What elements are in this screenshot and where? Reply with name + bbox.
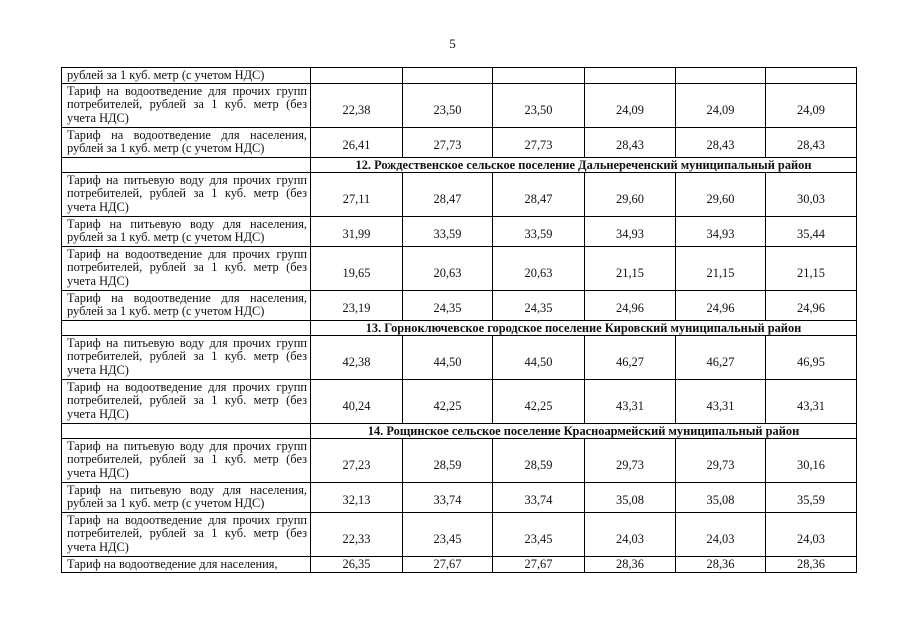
- tariff-value-cell: 28,47: [493, 172, 585, 216]
- tariff-value-cell: 30,16: [766, 438, 857, 482]
- tariff-row: [62, 83, 857, 127]
- tariff-value-cell: 44,50: [493, 335, 585, 379]
- tariff-value-cell: [493, 68, 585, 84]
- tariff-row: [62, 216, 857, 246]
- tariff-value-cell: 34,93: [585, 216, 676, 246]
- section-header-row: [62, 157, 857, 172]
- tariff-value-cell: 24,96: [585, 290, 676, 320]
- tariff-value-cell: 27,73: [493, 127, 585, 157]
- tariff-value-cell: 29,73: [676, 438, 766, 482]
- tariff-value-cell: 43,31: [766, 379, 857, 423]
- tariff-label: Тариф на водоотведение для прочих групп потребителей, рублей за 1 куб. метр (без учета НДС): [62, 83, 311, 127]
- tariff-label: Тариф на питьевую воду для прочих групп потребителей, рублей за 1 куб. метр (без учета НДС): [62, 172, 311, 216]
- tariff-value-cell: 43,31: [585, 379, 676, 423]
- tariff-value-cell: 46,27: [676, 335, 766, 379]
- tariff-value-cell: 26,41: [311, 127, 403, 157]
- tariff-value-cell: 33,59: [403, 216, 493, 246]
- tariff-value-cell: 32,13: [311, 482, 403, 512]
- tariff-value-cell: 27,11: [311, 172, 403, 216]
- tariff-value-cell: 24,03: [676, 512, 766, 556]
- tariff-label: Тариф на питьевую воду для населения, рублей за 1 куб. метр (с учетом НДС): [62, 216, 311, 246]
- tariff-value-cell: [676, 68, 766, 84]
- tariff-value-cell: 44,50: [403, 335, 493, 379]
- tariff-value-cell: 21,15: [676, 246, 766, 290]
- tariff-value-cell: 33,74: [493, 482, 585, 512]
- tariff-value-cell: 24,96: [766, 290, 857, 320]
- tariff-value-cell: 26,35: [311, 556, 403, 572]
- tariff-value-cell: 21,15: [766, 246, 857, 290]
- section-blank-cell: [62, 157, 311, 172]
- tariff-value-cell: 20,63: [403, 246, 493, 290]
- tariff-value-cell: 46,27: [585, 335, 676, 379]
- tariff-value-cell: 35,08: [676, 482, 766, 512]
- tariff-label: Тариф на питьевую воду для прочих групп потребителей, рублей за 1 куб. метр (без учета НДС): [62, 438, 311, 482]
- section-blank-cell: [62, 320, 311, 335]
- tariff-label: Тариф на водоотведение для прочих групп потребителей, рублей за 1 куб. метр (без учета НДС): [62, 379, 311, 423]
- tariff-value-cell: 27,73: [403, 127, 493, 157]
- tariff-value-cell: 23,50: [403, 83, 493, 127]
- tariff-value-cell: 23,45: [403, 512, 493, 556]
- tariff-value-cell: [311, 68, 403, 84]
- tariff-value-cell: 33,59: [493, 216, 585, 246]
- tariff-value-cell: [585, 68, 676, 84]
- tariff-table-body: [62, 68, 857, 573]
- tariff-row: [62, 438, 857, 482]
- tariff-label: Тариф на питьевую воду для прочих групп потребителей, рублей за 1 куб. метр (без учета НДС): [62, 335, 311, 379]
- page-number: 5: [449, 36, 456, 51]
- tariff-value-cell: 28,43: [585, 127, 676, 157]
- tariff-value-cell: 31,99: [311, 216, 403, 246]
- tariff-row: [62, 172, 857, 216]
- tariff-value-cell: 28,47: [403, 172, 493, 216]
- tariff-value-cell: 29,73: [585, 438, 676, 482]
- tariff-row: [62, 68, 857, 84]
- tariff-value-cell: 28,59: [493, 438, 585, 482]
- tariff-label: Тариф на водоотведение для населения, рублей за 1 куб. метр (с учетом НДС): [62, 290, 311, 320]
- tariff-value-cell: 20,63: [493, 246, 585, 290]
- section-header-row: [62, 320, 857, 335]
- tariff-value-cell: 23,50: [493, 83, 585, 127]
- tariff-value-cell: 24,35: [403, 290, 493, 320]
- tariff-value-cell: 19,65: [311, 246, 403, 290]
- section-header-row: [62, 423, 857, 438]
- tariff-value-cell: 29,60: [676, 172, 766, 216]
- tariff-value-cell: 43,31: [676, 379, 766, 423]
- tariff-row: [62, 556, 857, 572]
- tariff-value-cell: 22,33: [311, 512, 403, 556]
- tariff-value-cell: 24,03: [766, 512, 857, 556]
- tariff-value-cell: 24,96: [676, 290, 766, 320]
- tariff-value-cell: 27,67: [403, 556, 493, 572]
- tariff-value-cell: 24,35: [493, 290, 585, 320]
- tariff-value-cell: 28,43: [766, 127, 857, 157]
- tariff-value-cell: [403, 68, 493, 84]
- tariff-table: [61, 67, 857, 573]
- tariff-value-cell: 28,36: [585, 556, 676, 572]
- tariff-value-cell: 21,15: [585, 246, 676, 290]
- tariff-value-cell: 28,59: [403, 438, 493, 482]
- tariff-row: [62, 127, 857, 157]
- tariff-value-cell: [766, 68, 857, 84]
- tariff-value-cell: 24,09: [676, 83, 766, 127]
- section-title: 12. Рождественское сельское поселение Дальнереченский муниципальный район: [311, 157, 857, 172]
- tariff-value-cell: 28,43: [676, 127, 766, 157]
- tariff-value-cell: 24,09: [766, 83, 857, 127]
- section-blank-cell: [62, 423, 311, 438]
- tariff-value-cell: 35,59: [766, 482, 857, 512]
- tariff-value-cell: 42,38: [311, 335, 403, 379]
- tariff-row: [62, 482, 857, 512]
- tariff-value-cell: 42,25: [493, 379, 585, 423]
- tariff-value-cell: 23,19: [311, 290, 403, 320]
- tariff-value-cell: 30,03: [766, 172, 857, 216]
- tariff-label: Тариф на водоотведение для населения, рублей за 1 куб. метр (с учетом НДС): [62, 127, 311, 157]
- tariff-row: [62, 512, 857, 556]
- tariff-value-cell: 42,25: [403, 379, 493, 423]
- tariff-value-cell: 35,08: [585, 482, 676, 512]
- tariff-row: [62, 379, 857, 423]
- tariff-value-cell: 24,09: [585, 83, 676, 127]
- section-title: 13. Горноключевское городское поселение Кировский муниципальный район: [311, 320, 857, 335]
- tariff-value-cell: 28,36: [676, 556, 766, 572]
- tariff-value-cell: 46,95: [766, 335, 857, 379]
- section-title: 14. Рощинское сельское поселение Красноармейский муниципальный район: [311, 423, 857, 438]
- tariff-row: [62, 246, 857, 290]
- tariff-value-cell: 23,45: [493, 512, 585, 556]
- tariff-value-cell: 27,67: [493, 556, 585, 572]
- tariff-value-cell: 22,38: [311, 83, 403, 127]
- tariff-value-cell: 35,44: [766, 216, 857, 246]
- tariff-value-cell: 28,36: [766, 556, 857, 572]
- tariff-value-cell: 27,23: [311, 438, 403, 482]
- tariff-row: [62, 335, 857, 379]
- tariff-label: Тариф на водоотведение для прочих групп потребителей, рублей за 1 куб. метр (без учета НДС): [62, 512, 311, 556]
- tariff-label: рублей за 1 куб. метр (с учетом НДС): [62, 68, 311, 84]
- tariff-label: Тариф на питьевую воду для населения, рублей за 1 куб. метр (с учетом НДС): [62, 482, 311, 512]
- tariff-label: Тариф на водоотведение для населения,: [62, 556, 311, 572]
- tariff-value-cell: 29,60: [585, 172, 676, 216]
- tariff-row: [62, 290, 857, 320]
- tariff-value-cell: 24,03: [585, 512, 676, 556]
- tariff-label: Тариф на водоотведение для прочих групп потребителей, рублей за 1 куб. метр (без учета НДС): [62, 246, 311, 290]
- tariff-value-cell: 33,74: [403, 482, 493, 512]
- tariff-value-cell: 34,93: [676, 216, 766, 246]
- tariff-value-cell: 40,24: [311, 379, 403, 423]
